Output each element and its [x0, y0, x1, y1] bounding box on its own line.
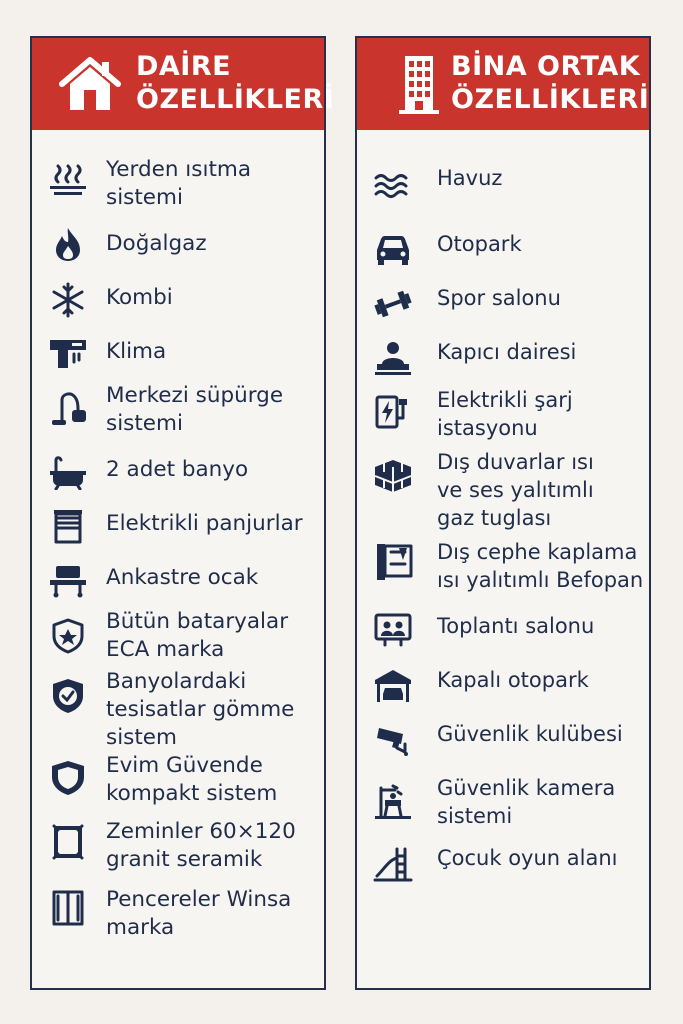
item-label: 2 adet banyo — [106, 457, 249, 482]
building-icon — [397, 52, 441, 116]
shield-icon — [48, 760, 88, 796]
panel-title: DAİRE ÖZELLİKLERİ — [136, 51, 335, 115]
security-camera-icon — [373, 722, 413, 758]
panel-title: BİNA ORTAK ÖZELLİKLERİ — [451, 51, 650, 115]
apartment-features-panel — [30, 36, 335, 990]
snowflake-icon — [48, 282, 88, 318]
playground-icon — [373, 846, 413, 882]
concierge-icon — [373, 340, 413, 376]
item-label: Kombi — [106, 285, 173, 310]
dumbbell-icon — [373, 286, 413, 322]
item-label: Ankastre ocak — [106, 565, 259, 590]
pool-icon — [373, 166, 413, 202]
item-label: Merkezi süpürge sistemi — [106, 383, 284, 436]
tile-icon — [48, 824, 88, 860]
brick-icon — [373, 458, 413, 494]
item-label: Dış cephe kaplama ısı yalıtımlı Befopan — [437, 540, 644, 592]
panel-header — [357, 38, 649, 130]
item-label: Kapalı otopark — [437, 668, 589, 692]
item-label: Spor salonu — [437, 286, 561, 310]
flame-icon — [48, 226, 88, 262]
item-label: Çocuk oyun alanı — [437, 846, 618, 870]
security-booth-icon — [373, 784, 413, 820]
meeting-room-icon — [373, 612, 413, 648]
item-label: Bütün bataryalar ECA marka — [106, 609, 289, 662]
window-icon — [48, 890, 88, 926]
item-label: Yerden ısıtma sistemi — [106, 157, 251, 210]
house-icon — [58, 54, 122, 114]
cooktop-icon — [48, 562, 88, 598]
floor-heating-icon — [48, 162, 88, 198]
shield-badge-icon — [48, 618, 88, 654]
car-icon — [373, 230, 413, 266]
item-label: Elektrikli panjurlar — [106, 511, 303, 536]
item-label: Kapıcı dairesi — [437, 340, 577, 364]
item-label: Otopark — [437, 232, 522, 256]
shutter-icon — [48, 508, 88, 544]
item-label: Havuz — [437, 166, 503, 190]
item-label: Pencereler Winsa marka — [106, 887, 292, 940]
facade-icon — [373, 542, 413, 582]
garage-icon — [373, 668, 413, 704]
item-label: Güvenlik kulübesi — [437, 722, 623, 746]
building-features-panel — [355, 36, 651, 990]
air-conditioner-icon — [48, 336, 88, 372]
bathtub-icon — [48, 454, 88, 490]
item-label: Doğalgaz — [106, 231, 207, 256]
panel-header — [32, 38, 335, 130]
item-label: Zeminler 60×120 granit seramik — [106, 819, 296, 872]
item-label: Evim Güvende kompakt sistem — [106, 753, 278, 806]
shield-check-icon — [48, 678, 88, 714]
item-label: Toplantı salonu — [437, 614, 595, 638]
item-label: Dış duvarlar ısı ve ses yalıtımlı gaz tuglası — [437, 450, 594, 530]
ev-charger-icon — [373, 394, 413, 430]
item-label: Klima — [106, 339, 167, 364]
item-label: Güvenlik kamera sistemi — [437, 776, 616, 828]
item-label: Elektrikli şarj istasyonu — [437, 388, 573, 440]
item-label: Banyolardaki tesisatlar gömme sistem — [106, 669, 295, 750]
vacuum-icon — [48, 390, 88, 426]
